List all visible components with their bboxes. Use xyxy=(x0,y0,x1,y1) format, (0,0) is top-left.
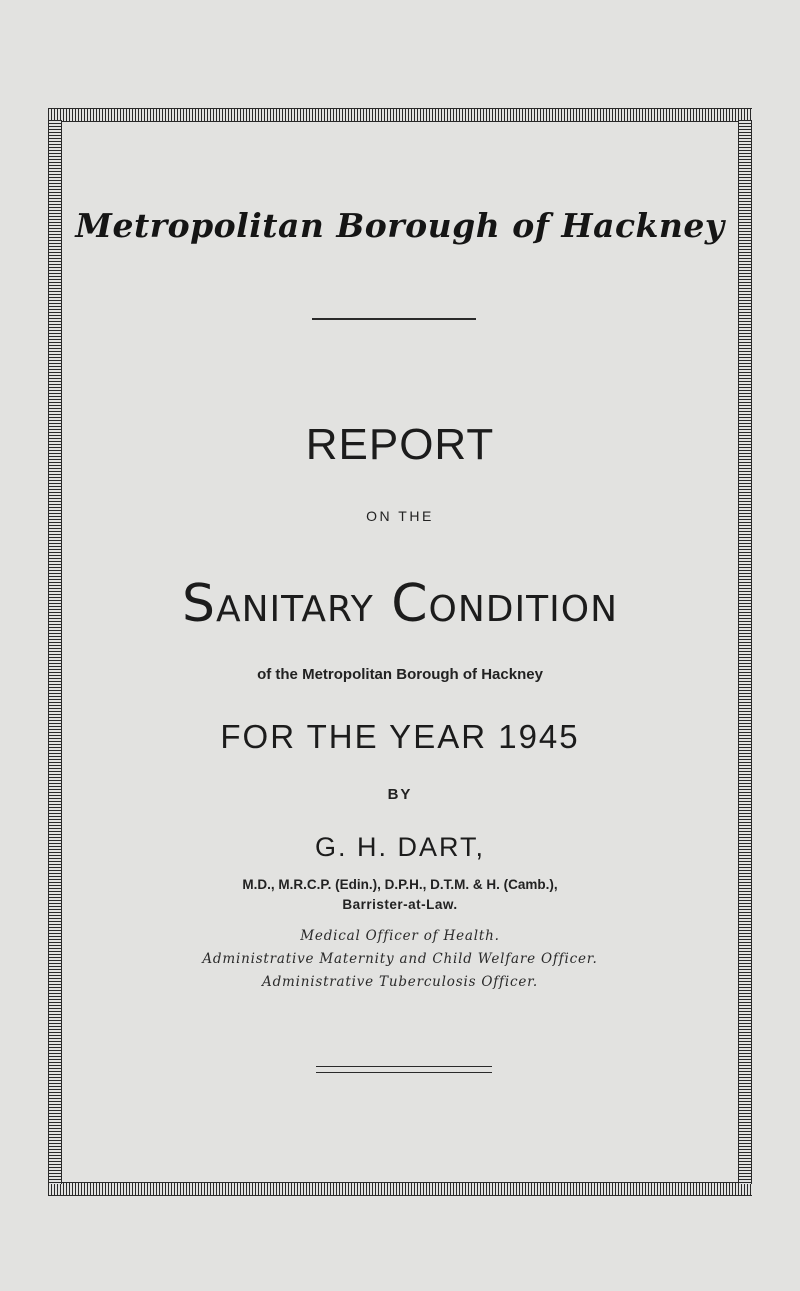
author-role: Administrative Maternity and Child Welfare Officer. xyxy=(202,951,598,967)
report-year: FOR THE YEAR 1945 xyxy=(220,718,580,755)
report-subject: Sanitary Condition xyxy=(181,574,619,634)
report-title: REPORT xyxy=(305,420,495,469)
author-name: G. H. DART, xyxy=(314,832,486,862)
divider-top xyxy=(312,318,476,320)
border-rule-bottom xyxy=(48,1182,752,1196)
author-role: Medical Officer of Health. xyxy=(300,928,500,944)
on-the-label: ON THE xyxy=(366,508,434,524)
title-page xyxy=(62,120,738,1183)
author-qualifications-2: Barrister-at-Law. xyxy=(342,897,458,912)
border-rule-right xyxy=(738,120,752,1184)
author-qualifications: M.D., M.R.C.P. (Edin.), D.P.H., D.T.M. & H. (Camb.), xyxy=(242,877,558,892)
divider-bottom xyxy=(316,1066,492,1073)
borough-line: of the Metropolitan Borough of Hackney xyxy=(257,666,543,683)
border-rule-left xyxy=(48,120,62,1184)
by-label: BY xyxy=(387,786,413,803)
author-role: Administrative Tuberculosis Officer. xyxy=(262,974,538,990)
borough-heading: Metropolitan Borough of Hackney xyxy=(75,206,725,245)
